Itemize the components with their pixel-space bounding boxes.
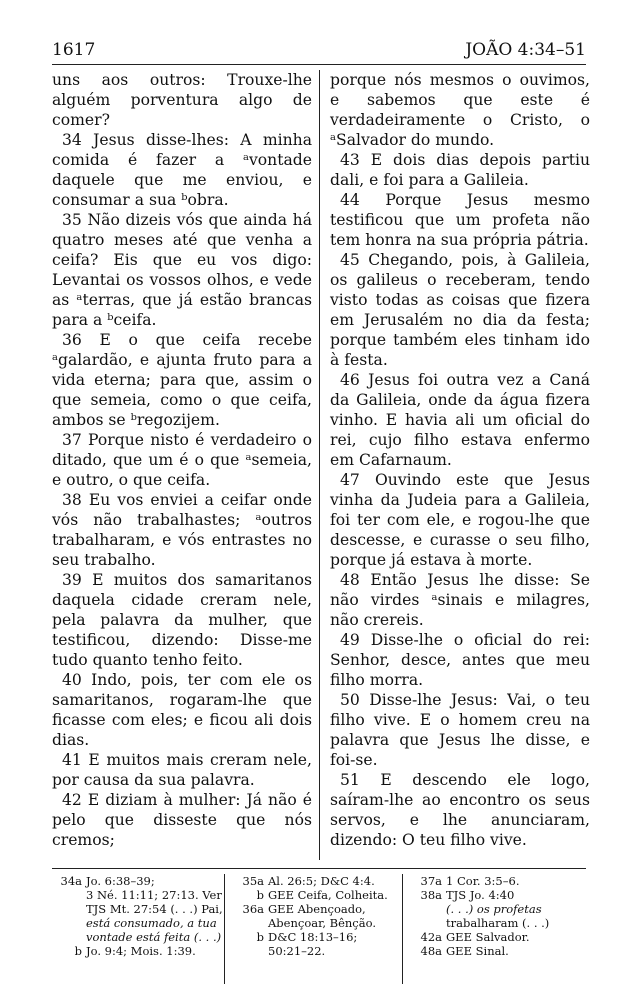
verse-paragraph: uns aos outros: Trouxe-lhe alguém porventura algo de comer? <box>52 71 312 129</box>
page-number: 1617 <box>52 40 96 60</box>
verse-paragraph: 38 Eu vos enviei a ceifar onde vós não trabalhastes; ᵃoutros trabalharam, e vós entrastes no seu trabalho. <box>52 491 312 569</box>
verse-paragraph: 51 E descendo ele logo, saíram-lhe ao encontro os seus servos, e lhe anunciaram, dizendo: O teu filho vive. <box>330 771 590 849</box>
footnote-key: 42a <box>420 930 442 944</box>
footnote-text: Jo. 9:4; Mois. 1:39. <box>86 944 196 958</box>
footnote-line <box>52 888 222 902</box>
verse-paragraph: 34 Jesus disse-lhes: A minha comida é fazer a ᵃvontade daquele que me enviou, e consumar a sua ᵇobra. <box>52 131 312 209</box>
footnote-key: 34a <box>60 874 82 888</box>
footnote-text: Abençoar, Bênção. <box>268 916 376 930</box>
footnote-text: GEE Sinal. <box>446 944 509 958</box>
verse-paragraph: 39 E muitos dos samaritanos daquela cidade creram nele, pela palavra da mulher, que testificou, dizendo: Disse-me tudo quanto tenho feito. <box>52 571 312 669</box>
footnote-key: b <box>256 888 264 902</box>
footnote-text: TJS Mt. 27:54 (. . .) Pai, <box>86 902 223 916</box>
footnote-text: 3 Né. 11:11; 27:13. Ver <box>86 888 222 902</box>
verse-paragraph: 43 E dois dias depois partiu dali, e foi para a Galileia. <box>330 151 590 189</box>
footnote-text: trabalharam (. . .) <box>446 916 550 930</box>
footnote-line <box>52 930 222 944</box>
footnote-line <box>412 944 587 958</box>
verse-paragraph: 46 Jesus foi outra vez a Caná da Galileia, onde da água fizera vinho. E havia ali um oficial do rei, cujo filho estava enfermo em Cafarnaum. <box>330 371 590 469</box>
footnote-text: vontade está feita (. . .) <box>86 930 222 944</box>
footnote-text: Jo. 6:38–39; <box>86 874 155 888</box>
footnote-key: 36a <box>242 902 264 916</box>
footnote-line <box>412 888 587 902</box>
footnote-key: b <box>256 930 264 944</box>
footnote-line <box>234 874 394 888</box>
footnote-text: GEE Salvador. <box>446 930 530 944</box>
footnote-key: 48a <box>420 944 442 958</box>
footnote-text: TJS Jo. 4:40 <box>446 888 515 902</box>
footnote-key: 38a <box>420 888 442 902</box>
footnote-line <box>234 916 394 930</box>
column-divider <box>319 70 320 860</box>
footnote-text: 50:21–22. <box>268 944 326 958</box>
footnote-divider <box>224 874 225 984</box>
footnote-text: 1 Cor. 3:5–6. <box>446 874 520 888</box>
footnote-text: (. . .) os profetas <box>446 902 542 916</box>
verse-paragraph: 42 E diziam à mulher: Já não é pelo que disseste que nós cremos; <box>52 791 312 849</box>
footnote-key: 35a <box>242 874 264 888</box>
running-head: JOÃO 4:34–51 <box>465 40 586 60</box>
verse-paragraph: 40 Indo, pois, ter com ele os samaritanos, rogaram-lhe que ficasse com eles; e ficou ali dois dias. <box>52 671 312 749</box>
footnote-rule <box>52 868 586 869</box>
footnote-line <box>52 874 212 888</box>
footnote-column-3 <box>412 874 587 958</box>
verse-paragraph: 49 Disse-lhe o oficial do rei: Senhor, desce, antes que meu filho morra. <box>330 631 590 689</box>
header-rule <box>52 64 586 65</box>
footnote-column-2 <box>234 874 394 958</box>
verse-paragraph: 35 Não dizeis vós que ainda há quatro meses até que venha a ceifa? Eis que eu vos digo: Levantai os vossos olhos, e vede as ᵃterras, que já estão brancas para a ᵇceifa. <box>52 211 312 329</box>
footnote-line <box>234 888 394 902</box>
footnote-divider <box>402 874 403 984</box>
footnote-text: GEE Ceifa, Colheita. <box>268 888 388 902</box>
verse-paragraph: 47 Ouvindo este que Jesus vinha da Judeia para a Galileia, foi ter com ele, e rogou-lhe que descesse, e curasse o seu filho, porque já estava à morte. <box>330 471 590 569</box>
verse-paragraph: 45 Chegando, pois, à Galileia, os galileus o receberam, tendo visto todas as coisas que fizera em Jerusalém no dia da festa; porque também eles tinham ido à festa. <box>330 251 590 369</box>
footnote-line <box>52 944 212 958</box>
footnote-line <box>412 916 587 930</box>
footnote-line <box>412 930 587 944</box>
footnote-key: 37a <box>420 874 442 888</box>
footnote-line <box>52 902 223 916</box>
footnote-key: b <box>74 944 82 958</box>
footnote-column-1 <box>52 874 223 958</box>
verse-paragraph: 44 Porque Jesus mesmo testificou que um profeta não tem honra na sua própria pátria. <box>330 191 590 249</box>
footnote-text: está consumado, a tua <box>86 916 217 930</box>
footnote-line <box>412 902 587 916</box>
verse-paragraph: 37 Porque nisto é verdadeiro o ditado, que um é o que ᵃsemeia, e outro, o que ceifa. <box>52 431 312 489</box>
footnote-line <box>234 902 394 916</box>
verse-paragraph: 41 E muitos mais creram nele, por causa da sua palavra. <box>52 751 312 789</box>
right-column <box>330 70 590 850</box>
footnote-line <box>234 930 394 944</box>
footnote-text: D&C 18:13–16; <box>268 930 358 944</box>
verse-paragraph: 36 E o que ceifa recebe ᵃgalardão, e ajunta fruto para a vida eterna; para que, assim o que semeia, como o que ceifa, ambos se ᵇregozijem. <box>52 331 312 429</box>
footnote-text: Al. 26:5; D&C 4:4. <box>268 874 375 888</box>
verse-paragraph: 48 Então Jesus lhe disse: Se não virdes ᵃsinais e milagres, não crereis. <box>330 571 590 629</box>
footnote-line <box>412 874 587 888</box>
verse-paragraph: 50 Disse-lhe Jesus: Vai, o teu filho vive. E o homem creu na palavra que Jesus lhe disse, e foi-se. <box>330 691 590 769</box>
footnote-line <box>52 916 217 930</box>
verse-paragraph: porque nós mesmos o ouvimos, e sabemos que este é verdadeiramente o Cristo, o ᵃSalvador do mundo. <box>330 71 590 149</box>
footnote-text: GEE Abençoado, <box>268 902 366 916</box>
left-column <box>52 70 312 850</box>
footnote-line <box>234 944 394 958</box>
page-header <box>52 40 586 64</box>
